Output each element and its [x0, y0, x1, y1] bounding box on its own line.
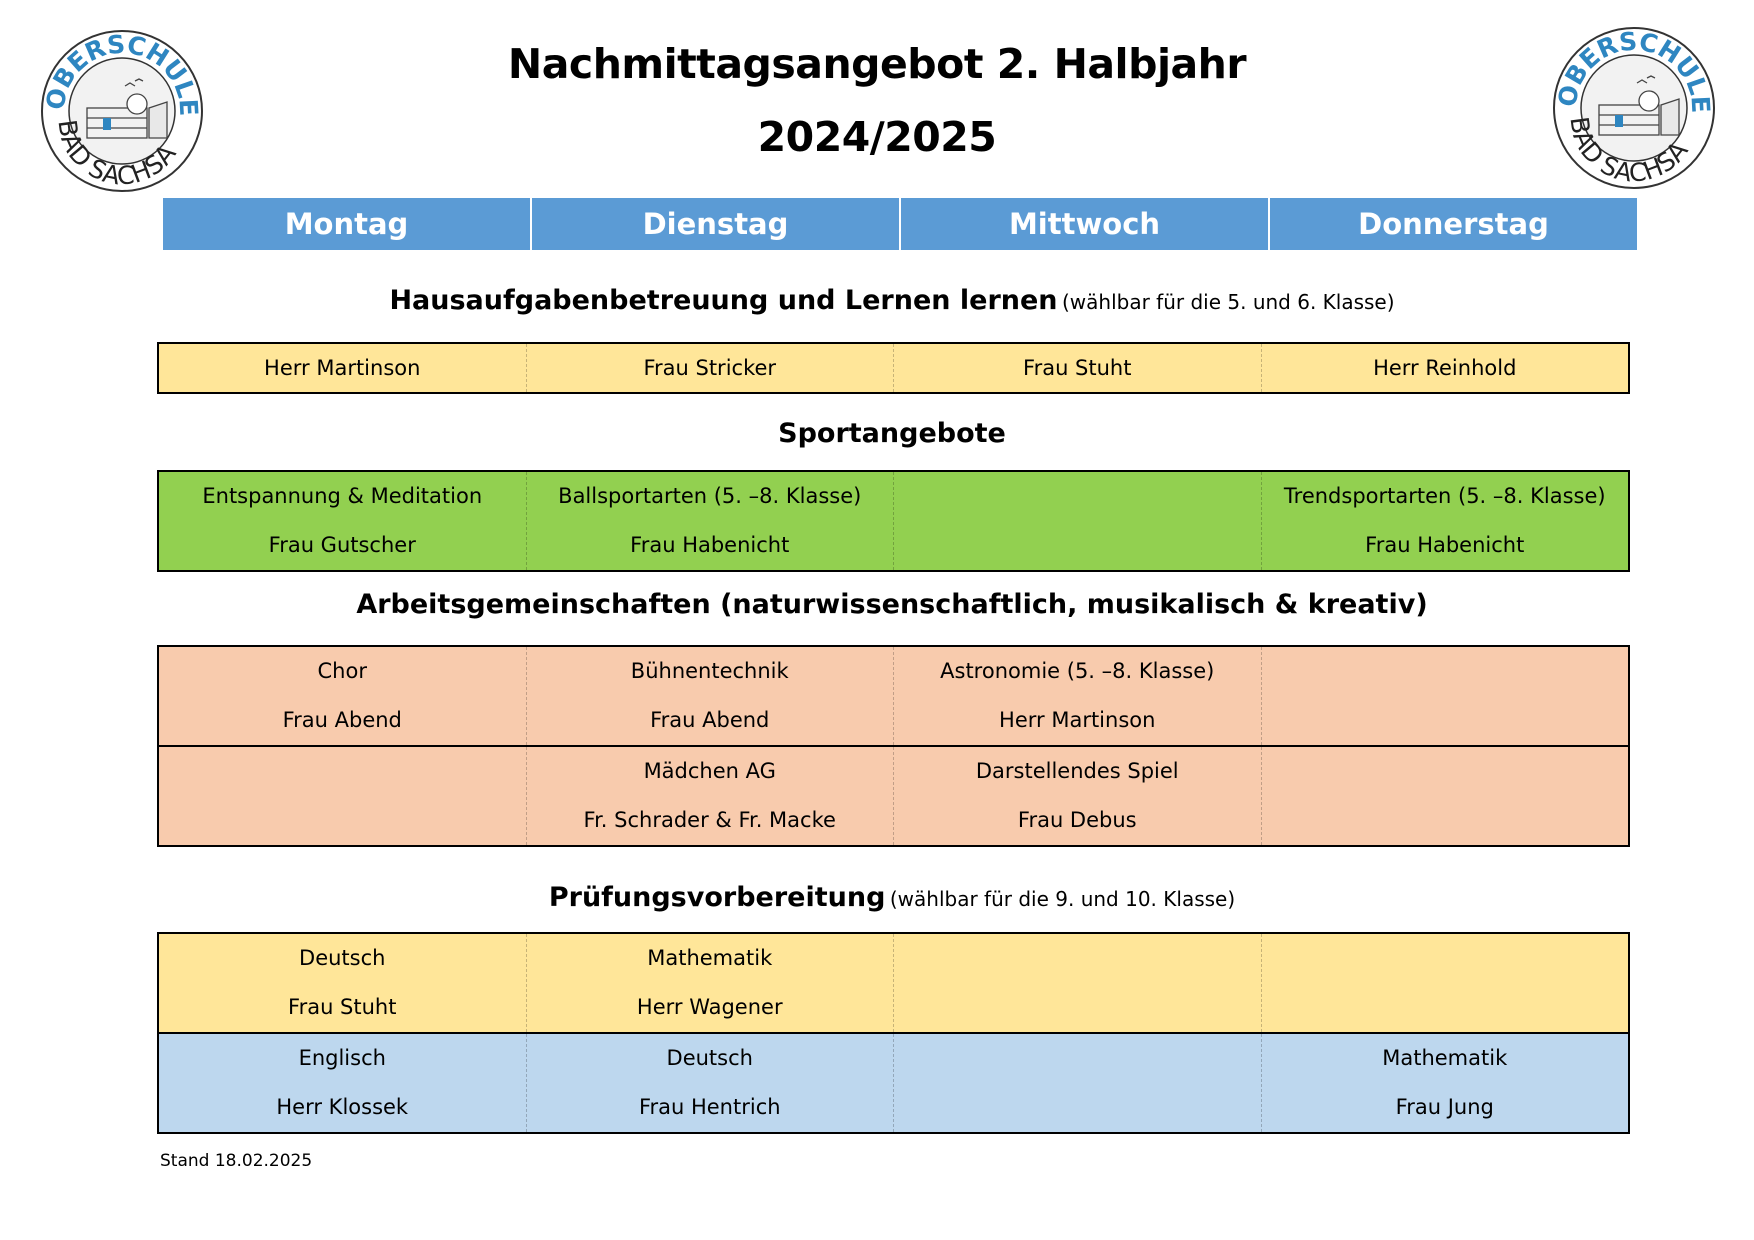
table-row: [159, 344, 1628, 392]
section-title: Hausaufgabenbetreuung und Lernen lernen: [389, 285, 1058, 316]
section-heading-pruefung: [0, 882, 1754, 913]
school-logo-right: [1549, 23, 1719, 193]
teacher-label: Frau Abend: [650, 708, 770, 732]
activity-label: Mädchen AG: [643, 759, 776, 783]
table-pruefung: [157, 932, 1630, 1134]
table-cell: [893, 472, 1261, 570]
table-cell: [893, 747, 1261, 845]
table-row: [159, 745, 1628, 845]
table-cell: [1261, 747, 1629, 845]
table-cell: [159, 934, 526, 1032]
teacher-label: [894, 521, 1261, 570]
activity-label: Trendsportarten (5. –8. Klasse): [1283, 484, 1606, 508]
table-cell: [526, 934, 894, 1032]
activity-label: Chor: [317, 659, 367, 683]
table-cell: [159, 747, 526, 845]
section-note: (wählbar für die 9. und 10. Klasse): [889, 887, 1236, 911]
activity-label: Bühnentechnik: [630, 659, 789, 683]
subject-label: Mathematik: [1382, 1046, 1508, 1070]
table-cell: [526, 1034, 894, 1132]
table-cell: [893, 647, 1261, 745]
table-cell: [893, 934, 1261, 1032]
section-heading-ag: [0, 589, 1754, 620]
teacher-label: Frau Hentrich: [638, 1095, 781, 1119]
day-tuesday: Dienstag: [530, 198, 899, 250]
table-cell: [159, 1034, 526, 1132]
teacher-label: Frau Habenicht: [630, 533, 790, 557]
day-thursday: Donnerstag: [1268, 198, 1637, 250]
teacher-label: Fr. Schrader & Fr. Macke: [583, 808, 836, 832]
table-row: [159, 934, 1628, 1032]
subject-label: Englisch: [298, 1046, 386, 1070]
activity-label: Astronomie (5. –8. Klasse): [940, 659, 1215, 683]
day-wednesday: Mittwoch: [899, 198, 1268, 250]
table-cell: Frau Stricker: [526, 344, 894, 392]
activity-label: [159, 747, 526, 796]
subject-label: [894, 934, 1261, 983]
table-cell: [1261, 1034, 1629, 1132]
activity-label: Ballsportarten (5. –8. Klasse): [558, 484, 862, 508]
teacher-label: Frau Abend: [282, 708, 402, 732]
teacher-label: [159, 796, 526, 845]
section-title: Prüfungsvorbereitung: [548, 882, 886, 913]
activity-label: Darstellendes Spiel: [975, 759, 1179, 783]
table-cell: [1261, 472, 1629, 570]
table-cell: [1261, 934, 1629, 1032]
teacher-label: Frau Stuht: [288, 995, 397, 1019]
subject-label: [894, 1034, 1261, 1083]
teacher-label: Frau Gutscher: [268, 533, 416, 557]
section-heading-sport: [0, 418, 1754, 449]
table-hausaufgaben: [157, 342, 1630, 394]
section-title: Arbeitsgemeinschaften (naturwissenschaftlich, musikalisch & kreativ): [356, 589, 1428, 620]
teacher-label: [894, 1083, 1261, 1132]
activity-label: [1262, 747, 1629, 796]
subject-label: Deutsch: [299, 946, 386, 970]
stand-date: Stand 18.02.2025: [160, 1151, 313, 1171]
table-cell: [526, 747, 894, 845]
section-heading-hausaufgaben: [0, 285, 1754, 316]
teacher-label: [894, 983, 1261, 1032]
logo-text-top: OBERSCHULE: [40, 29, 204, 117]
activity-label: [894, 472, 1261, 521]
table-cell: [893, 1034, 1261, 1132]
teacher-label: Herr Wagener: [636, 995, 783, 1019]
table-sport: [157, 470, 1630, 572]
table-cell: [526, 647, 894, 745]
teacher-label: [1262, 796, 1629, 845]
activity-label: Entspannung & Meditation: [202, 484, 483, 508]
teacher-label: Frau Jung: [1395, 1095, 1494, 1119]
weekday-header: [163, 198, 1637, 250]
table-cell: [526, 472, 894, 570]
table-row: [159, 647, 1628, 745]
teacher-label: Frau Habenicht: [1365, 533, 1525, 557]
page-title-line1: Nachmittagsangebot 2. Halbjahr: [507, 40, 1247, 88]
section-note: (wählbar für die 5. und 6. Klasse): [1061, 290, 1395, 314]
subject-label: Deutsch: [666, 1046, 753, 1070]
teacher-label: [1262, 983, 1629, 1032]
table-row: [159, 1032, 1628, 1132]
teacher-label: Frau Debus: [1017, 808, 1137, 832]
activity-label: [1262, 647, 1629, 696]
section-title: Sportangebote: [778, 418, 1006, 449]
table-cell: Herr Martinson: [264, 356, 421, 380]
teacher-label: Herr Klossek: [276, 1095, 409, 1119]
logo-text-bottom: BAD SACHSA: [1564, 114, 1694, 188]
logo-text-bottom: BAD SACHSA: [52, 117, 182, 191]
table-ag: [157, 645, 1630, 847]
day-monday: Montag: [284, 207, 409, 241]
subject-label: Mathematik: [647, 946, 773, 970]
teacher-label: Herr Martinson: [999, 708, 1156, 732]
table-row: [159, 472, 1628, 570]
table-cell: Frau Stuht: [893, 344, 1261, 392]
teacher-label: [1262, 696, 1629, 745]
table-cell: [1261, 647, 1629, 745]
table-cell: [159, 647, 526, 745]
school-logo-left: [37, 26, 207, 196]
table-cell: Herr Reinhold: [1261, 344, 1629, 392]
page-title-line2: 2024/2025: [757, 113, 997, 161]
logo-text-top: OBERSCHULE: [1552, 26, 1716, 114]
table-cell: [159, 472, 526, 570]
subject-label: [1262, 934, 1629, 983]
